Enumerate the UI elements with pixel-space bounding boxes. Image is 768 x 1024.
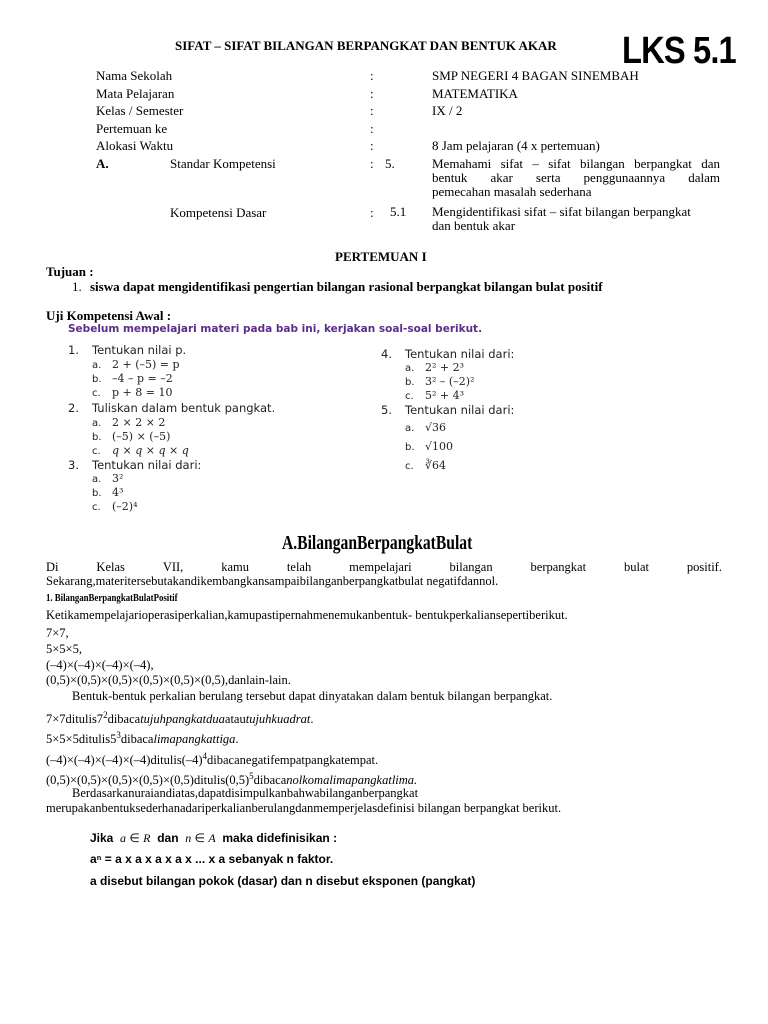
section-a-intro-line2: Sekarang,materitersebutakandikembangkansampaibilanganberpangkatbulat negatifdannol. xyxy=(46,574,499,588)
tujuan-num: 1. xyxy=(72,279,82,294)
definition-line2: aⁿ = a x a x a x a x ... x a sebanyak n faktor. xyxy=(90,852,334,866)
definition-line1: Jika a ∈ R dan n ∈ A maka didefinisikan : xyxy=(90,831,338,845)
question-option: a. 2² + 2³ xyxy=(405,361,465,374)
identity-value: 8 Jam pelajaran (4 x pertemuan) xyxy=(432,138,600,153)
identity-colon: : xyxy=(370,138,374,153)
kompetensi-text-line2: dan bentuk akar xyxy=(432,218,516,233)
identity-colon: : xyxy=(370,86,374,101)
paragraph: merupakanbentuksederhanadariperkalianberulangdanmemperjelasdefinisi bilangan berpangkat berikut. xyxy=(46,801,562,815)
question-text: Tentukan nilai dari: xyxy=(92,458,202,472)
identity-value: SMP NEGERI 4 BAGAN SINEMBAH xyxy=(432,68,639,83)
identity-value: IX / 2 xyxy=(432,103,463,118)
standar-text-line1: Memahami sifat – sifat bilangan berpangkat dan xyxy=(432,156,720,171)
identity-label: Pertemuan ke xyxy=(96,121,168,136)
question-option: b. (–5) × (–5) xyxy=(92,430,171,443)
exponent-example: $(0,5)\times(0,5)\times(0,5)\times(0,5)\times(0,5)ditulis(0,5)^5dibacanolkomalimapangkatlima$. xyxy=(46,771,418,788)
question-option: a. 2 × 2 × 2 xyxy=(92,416,166,429)
exponent-example: $5\times 5\times 5ditulis5^3dibacalimapangkattiga$. xyxy=(46,730,239,747)
question-text: Tentukan nilai dari: xyxy=(405,403,515,417)
paragraph: Ketikamempelajarioperasiperkalian,kamupastipernahmenemukanbentuk- bentukperkaliansepertiberikut. xyxy=(46,608,568,622)
kompetensi-label: Kompetensi Dasar xyxy=(170,205,267,220)
tujuan-heading: Tujuan : xyxy=(46,264,94,279)
example-line: 5×5×5, xyxy=(46,642,82,656)
question-option: c. 5² + 4³ xyxy=(405,389,465,402)
question-number: 3. xyxy=(68,458,79,472)
identity-colon: : xyxy=(370,121,374,136)
example-line: 7×7, xyxy=(46,626,69,640)
identity-colon: : xyxy=(370,103,374,118)
document-title: SIFAT – SIFAT BILANGAN BERPANGKAT DAN BENTUK AKAR xyxy=(175,38,557,53)
uji-instruction: Sebelum mempelajari materi pada bab ini, kerjakan soal-soal berikut. xyxy=(68,323,483,335)
question-option: b. 4³ xyxy=(92,486,124,499)
standar-colon: : xyxy=(370,156,374,171)
kompetensi-colon: : xyxy=(370,205,374,220)
question-number: 4. xyxy=(381,347,392,361)
question-option: a. √36 xyxy=(405,421,447,434)
question-option: c. (–2)⁴ xyxy=(92,500,138,513)
standar-label: Standar Kompetensi xyxy=(170,156,276,171)
section-a-intro-line1: Di Kelas VII, kamu telah mempelajari bilangan berpangkat bulat positif. xyxy=(46,560,722,574)
pertemuan-heading: PERTEMUAN I xyxy=(335,249,427,264)
identity-label: Alokasi Waktu xyxy=(96,138,174,153)
identity-label: Kelas / Semester xyxy=(96,103,184,118)
question-number: 5. xyxy=(381,403,392,417)
kompetensi-num: 5.1 xyxy=(390,204,407,219)
exponent-example: $(-4)\times(-4)\times(-4)\times(-4)ditulis(-4)^4dibacanegatifempatpangkatempat$. xyxy=(46,751,379,768)
question-option: b. √100 xyxy=(405,440,454,453)
lks-badge: LKS 5.1 xyxy=(622,30,736,72)
standar-letter: A. xyxy=(96,156,109,171)
question-option: c. p + 8 = 10 xyxy=(92,386,173,399)
kompetensi-text-line1: Mengidentifikasi sifat – sifat bilangan berpangkat xyxy=(432,204,691,219)
standar-num: 5. xyxy=(385,156,395,171)
example-line: (–4)×(–4)×(–4)×(–4), xyxy=(46,658,154,672)
identity-label: Mata Pelajaran xyxy=(96,86,175,101)
question-number: 2. xyxy=(68,401,79,415)
identity-colon: : xyxy=(370,68,374,83)
paragraph: Berdasarkanuraiandiatas,dapatdisimpulkanbahwabilanganberpangkat xyxy=(72,786,419,800)
identity-value: MATEMATIKA xyxy=(432,86,518,101)
question-option: b. 3² – (–2)² xyxy=(405,375,475,388)
standar-text-line3: pemecahan masalah sederhana xyxy=(432,184,592,199)
question-text: Tentukan nilai dari: xyxy=(405,347,515,361)
exponent-example: $7\times 7ditulis7^2dibacatujuhpangkatduaatautujuhkuadrat$. xyxy=(46,710,314,727)
definition-line3: a disebut bilangan pokok (dasar) dan n disebut eksponen (pangkat) xyxy=(90,874,476,888)
question-option: c. ∛64 xyxy=(405,459,447,472)
tujuan-text: siswa dapat mengidentifikasi pengertian bilangan rasional berpangkat bilangan bulat positif xyxy=(90,279,603,294)
subsection-heading: 1. BilanganBerpangkatBulatPositif xyxy=(46,592,178,604)
identity-label: Nama Sekolah xyxy=(96,68,173,83)
question-option: b. –4 – p = –2 xyxy=(92,372,173,385)
example-line: (0,5)×(0,5)×(0,5)×(0,5)×(0,5)×(0,5),danlain-lain. xyxy=(46,673,291,687)
standar-text-line2: bentuk akar serta penggunaannya dalam xyxy=(432,170,720,185)
question-option: a. 2 + (–5) = p xyxy=(92,358,180,371)
question-option: c. q × q × q × q xyxy=(92,444,189,457)
question-number: 1. xyxy=(68,343,79,357)
paragraph: Bentuk-bentuk perkalian berulang tersebut dapat dinyatakan dalam bentuk bilangan berpangkat. xyxy=(72,689,553,703)
uji-heading: Uji Kompetensi Awal : xyxy=(46,308,172,323)
question-text: Tentukan nilai p. xyxy=(92,343,187,357)
question-option: a. 3² xyxy=(92,472,124,485)
section-a-title: A.BilanganBerpangkatBulat xyxy=(282,532,473,554)
question-text: Tuliskan dalam bentuk pangkat. xyxy=(92,401,276,415)
